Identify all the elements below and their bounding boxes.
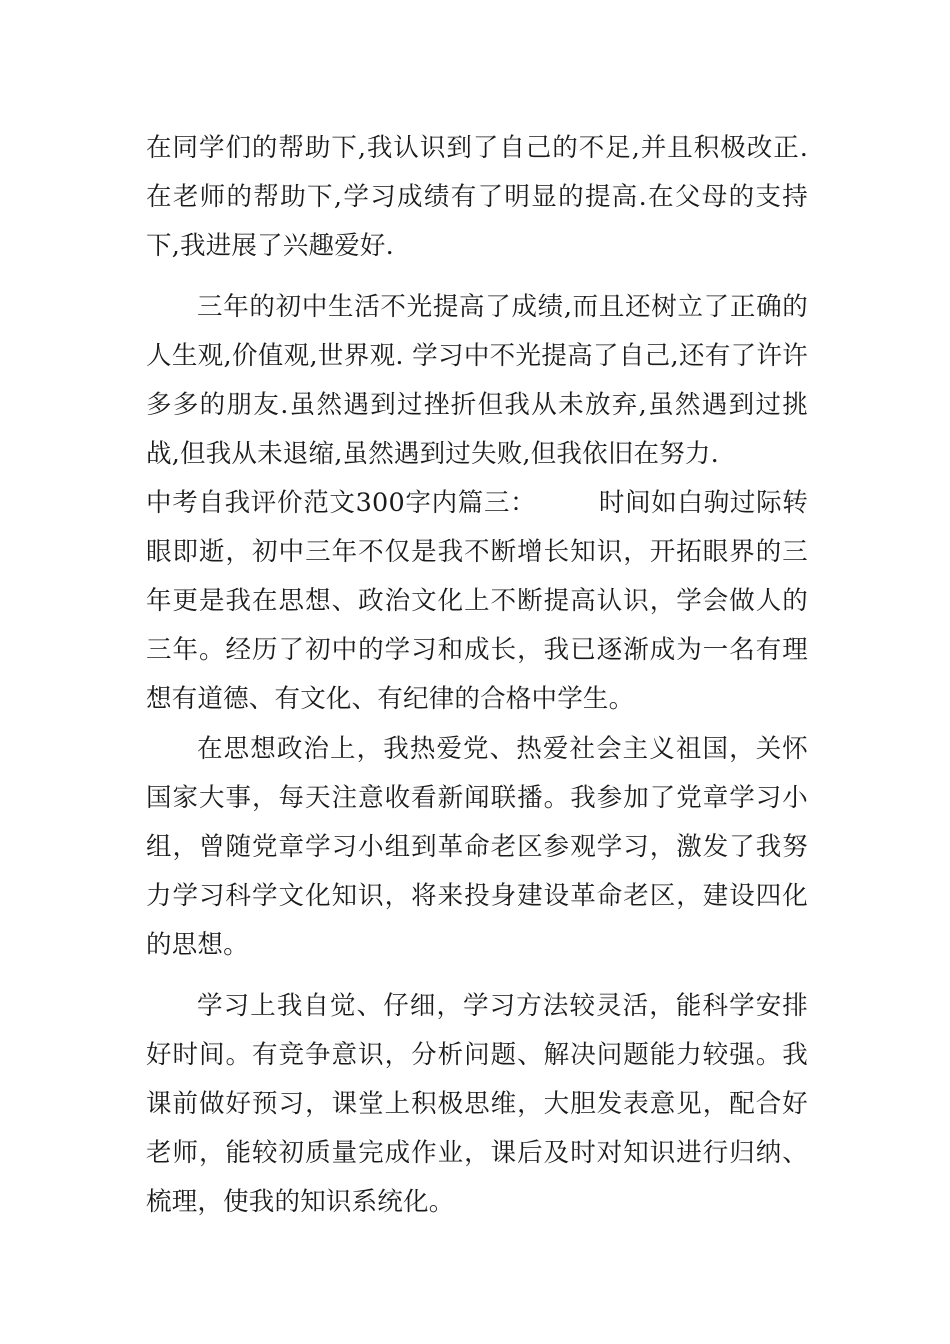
document-body	[146, 124, 808, 1227]
paragraph-5: 学习上我自觉、仔细，学习方法较灵活，能科学安排好时间。有竞争意识，分析问题、解决问题能力较强。我课前做好预习，课堂上积极思维，大胆发表意见，配合好老师，能较初质量完成作业，课后及时对知识进行归纳、梳理，使我的知识系统化。	[146, 991, 808, 1217]
paragraph-3-with-heading	[146, 479, 808, 724]
section-heading: 中考自我评价范文300字内篇三：	[146, 488, 537, 518]
paragraph-1: 在同学们的帮助下,我认识到了自己的不足,并且积极改正.在老师的帮助下,学习成绩有了明显的提高.在父母的支持下,我进展了兴趣爱好.	[146, 133, 808, 261]
paragraph-3-text: 时间如白驹过际转眼即逝，初中三年不仅是我不断增长知识，开拓眼界的三年更是我在思想、政治文化上不断提高认识，学会做人的三年。经历了初中的学习和成长，我已逐渐成为一名有理想有道德、有文化、有纪律的合格中学生。	[146, 488, 808, 714]
paragraph-4: 在思想政治上，我热爱党、热爱社会主义祖国，关怀国家大事，每天注意收看新闻联播。我参加了党章学习小组，曾随党章学习小组到革命老区参观学习，激发了我努力学习科学文化知识，将来投身建设革命老区，建设四化的思想。	[146, 734, 808, 960]
paragraph-2: 三年的初中生活不光提高了成绩,而且还树立了正确的人生观,价值观,世界观. 学习中不光提高了自己,还有了许许多多的朋友.虽然遇到过挫折但我从未放弃,虽然遇到过挑战,但我从未退缩,虽然遇到过失败,但我依旧在努力.	[146, 292, 808, 469]
